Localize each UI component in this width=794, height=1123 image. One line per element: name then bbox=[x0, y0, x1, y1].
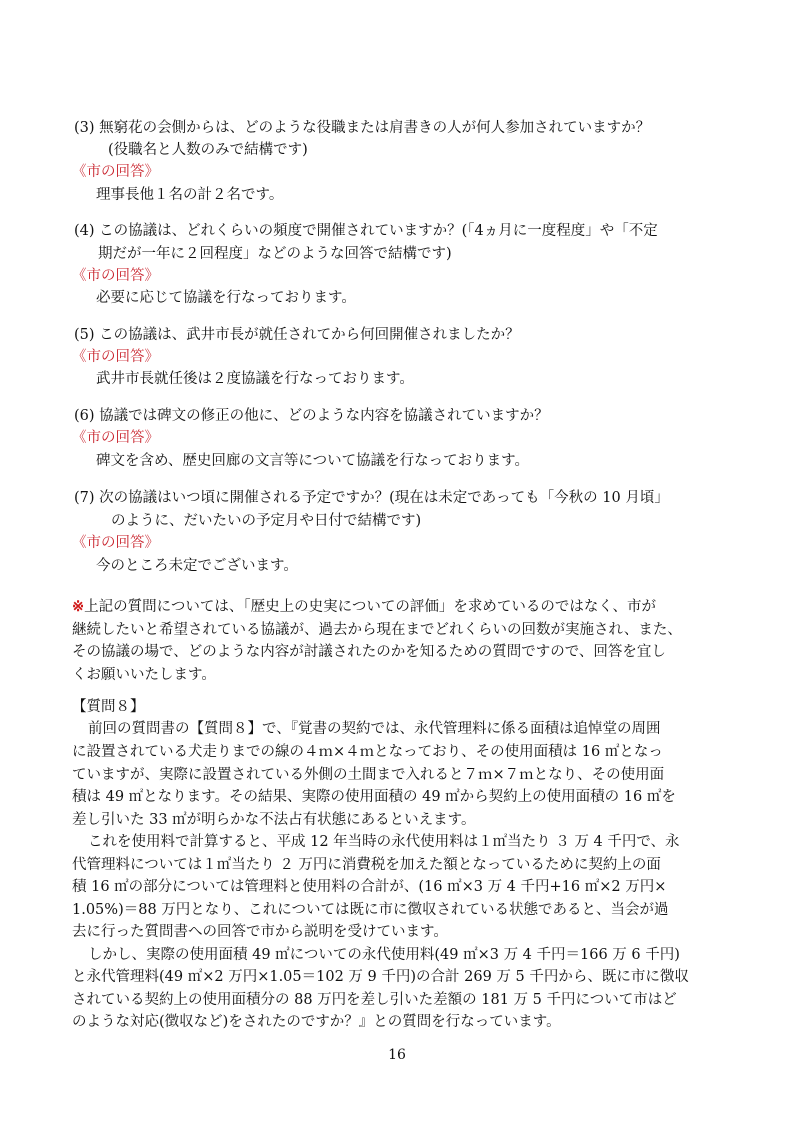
question-8-line: 代管理料については１㎡当たり ２ 万円に消費税を加えた額となっているために契約上の面 bbox=[72, 857, 661, 873]
note-line-4: くお願いいたします。 bbox=[72, 667, 216, 683]
answer-label: 《市の回答》 bbox=[72, 535, 159, 551]
question-8-line: 差し引いた 33 ㎡が明らかな不法占有状態にあるといえます。 bbox=[72, 812, 476, 828]
question-6-line-1: (6) 協議では碑文の修正の他に、どのような内容を協議されていますか？ bbox=[74, 408, 549, 424]
question-4-line-1: (4) この協議は、どれくらいの頻度で開催されていますか？(「4ヵ月に一度程度」や「不定 bbox=[74, 223, 658, 239]
question-8-heading: 【質問８】 bbox=[72, 699, 145, 715]
note-mark: ※ bbox=[72, 598, 85, 615]
note-line-3: その協議の場で、どのような内容が討議されたのかを知るための質問ですので、回答を宜し bbox=[72, 644, 666, 660]
question-8-line: 積は 49 ㎡となります。その結果、実際の使用面積の 49 ㎡から契約上の使用面積の 16 ㎡を bbox=[72, 789, 676, 805]
question-8-line: のような対応(徴収など)をされたのですか？』との質問を行なっています。 bbox=[72, 1014, 561, 1030]
answer-label: 《市の回答》 bbox=[72, 164, 159, 180]
answer-3: 理事長他１名の計２名です。 bbox=[96, 187, 284, 203]
question-8-line: と永代管理料(49 ㎡×2 万円×1.05＝102 万 9 千円)の合計 269 万 5 千円から、既に市に徴収 bbox=[72, 969, 689, 985]
question-8-line: しかし、実際の使用面積 49 ㎡についての永代使用料(49 ㎡×3 万 4 千円＝166 万 6 千円) bbox=[88, 947, 680, 963]
question-7-line-1: (7) 次の協議はいつ頃に開催される予定ですか？(現在は未定であっても「今秋の 10 月頃」 bbox=[74, 490, 669, 506]
answer-4: 必要に応じて協議を行なっております。 bbox=[96, 290, 356, 306]
question-5-line-1: (5) この協議は、武井市長が就任されてから何回開催されましたか？ bbox=[74, 327, 520, 343]
page-number: 16 bbox=[388, 1047, 406, 1063]
answer-label: 《市の回答》 bbox=[72, 268, 159, 284]
question-4-line-2: 期だが一年に２回程度」などのような回答で結構です) bbox=[98, 246, 452, 262]
note-text-1: 上記の質問については、「歴史上の史実についての評価」を求めているのではなく、市が bbox=[84, 599, 657, 615]
question-8-line: これを使用料で計算すると、平成 12 年当時の永代使用料は１㎡当たり ３ 万 4 千円で、永 bbox=[88, 834, 680, 850]
question-3-line-2: (役職名と人数のみで結構です) bbox=[108, 142, 308, 158]
answer-7: 今のところ未定でございます。 bbox=[96, 558, 298, 574]
question-8-line: されている契約上の使用面積分の 88 万円を差し引いた差額の 181 万 5 千円について市はど bbox=[72, 992, 677, 1008]
answer-6: 碑文を含め、歴史回廊の文言等について協議を行なっております。 bbox=[96, 453, 529, 469]
answer-5: 武井市長就任後は２度協議を行なっております。 bbox=[96, 371, 414, 387]
question-8-line: 去に行った質問書への回答で市から説明を受けています。 bbox=[72, 924, 448, 940]
question-3-line-1: (3) 無窮花の会側からは、どのような役職または肩書きの人が何人参加されていますか？ bbox=[74, 120, 651, 136]
answer-label: 《市の回答》 bbox=[72, 349, 159, 365]
answer-label: 《市の回答》 bbox=[72, 430, 159, 446]
note-line-1 bbox=[72, 596, 656, 618]
question-8-line: 前回の質問書の【質問８】で、『覚書の契約では、永代管理料に係る面積は追悼堂の周囲 bbox=[88, 721, 661, 737]
question-8-line: に設置されている犬走りまでの線の４ｍ×４ｍとなっており、その使用面積は 16 ㎡となっ bbox=[72, 744, 663, 760]
question-8-line: 積 16 ㎡の部分については管理料と使用料の合計が、(16 ㎡×3 万 4 千円+16 ㎡×2 万円× bbox=[72, 879, 667, 895]
question-8-line: ていますが、実際に設置されている外側の土間まで入れると７ｍ×７ｍとなり、その使用面 bbox=[72, 767, 665, 783]
question-8-line: 1.05%)＝88 万円となり、これについては既に市に徴収されている状態であると、当会が過 bbox=[72, 902, 669, 918]
note-line-2: 継続したいと希望されている協議が、過去から現在までどれくらいの回数が実施され、また、 bbox=[72, 622, 682, 638]
question-7-line-2: のように、だいたいの予定月や日付で結構です) bbox=[111, 513, 422, 529]
